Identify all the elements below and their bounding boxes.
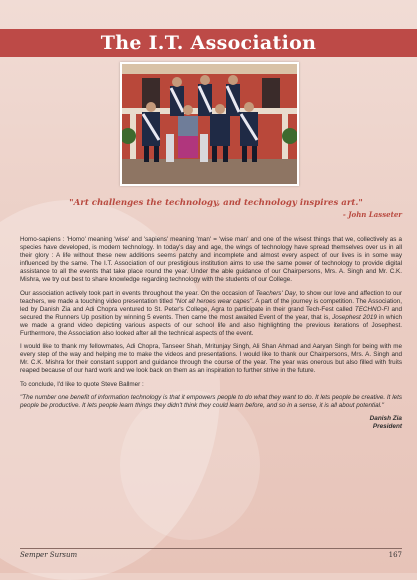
text-segment: . A part of the journey is competition. The Association, led by Danish Zia and Adi Chopra ventured to St. Peter's College, Agra to participate in their grand Tech-Fest called	[20, 297, 402, 313]
text-segment: and secured the Runners Up position by winning 5 events. Then came the most awaited Event of the year, that is,	[20, 305, 402, 321]
page-number: 167	[388, 551, 402, 559]
signature	[20, 415, 402, 431]
paragraph-closing-quote: "The number one benefit of information technology is that it empowers people to do what they want to do. It lets people be creative. It lets people be productive. It lets people learn things they didn't think they could learn before, and so in a sense, it is all about potential."	[20, 393, 402, 409]
text-segment: , to show our love and affection to our teachers, we made a touching video presentation titled	[20, 289, 402, 305]
text-segment-italic: Josephest 2019	[332, 313, 377, 321]
title-band	[0, 29, 417, 57]
paragraph-conclude: To conclude, I'd like to quote Steve Ballmer :	[20, 380, 144, 388]
quote-author: - John Lasseter	[342, 210, 402, 219]
paragraph-intro: Homo-sapiens : 'Homo' meaning 'wise' and 'sapiens' meaning 'man' = 'wise man' and one of the wisest things that we, collectively as a species have developed, is modern technology. In today's day and age, the wings of technology have spread themselves over us in all their glory : A life without these new additions seems patchy and incomplete and almost every aspect of our lives is in some way influenced by the same. The I.T. Association of our prestigious institution aims to use the same power of technology to provide digital assistance to all the events that take place round the year. Under the able guidance of our Chairpersons, Mrs. A. Singh and Mr. C.K. Mishra, we try out best to share knowledge regarding technology with the students of our College.	[20, 236, 402, 284]
text-segment: Our association actively took part in events throughout the year. On the occasion of	[20, 289, 256, 297]
group-photo-image	[122, 64, 297, 184]
text-segment: in which we made a grand video depicting various aspects of our school life and also highlighting the previous iterations of Josephest. Furthermore, the Association also looked after all the technical aspects of the event.	[20, 313, 403, 338]
paragraph-events	[20, 290, 402, 339]
group-photo	[120, 62, 299, 186]
paragraph-thanks: I would like to thank my fellowmates, Adi Chopra, Tanseer Shah, Mritunjay Singh, Ali Shan Ahmad and Aaryan Singh for being with me every step of the way and helping me to make the videos and presentations. I would like to thank our Chairpersons, Mrs. A. Singh and Mr. C.K. Mishra for their constant support and guidance through the course of the year. The year was onerous but also filled with fruits reaped because of our hard work and we look back on them as an inspiration to further strive in the future.	[20, 343, 402, 375]
text-segment-italic: TECHNO-FI	[354, 305, 390, 313]
quote-block	[30, 198, 402, 219]
text-segment-italic: "Not all heroes wear capes"	[174, 297, 253, 305]
footer-motto: Semper Sursum	[20, 551, 78, 559]
quote-text: "Art challenges the technology, and technology inspires art."	[69, 198, 363, 208]
footer-divider	[20, 548, 402, 549]
signature-name: Danish Zia	[369, 414, 402, 422]
signature-role: President	[372, 422, 402, 430]
article-body	[20, 236, 402, 431]
text-segment-italic: Teachers' Day	[255, 289, 296, 297]
page-title: The I.T. Association	[100, 32, 317, 54]
